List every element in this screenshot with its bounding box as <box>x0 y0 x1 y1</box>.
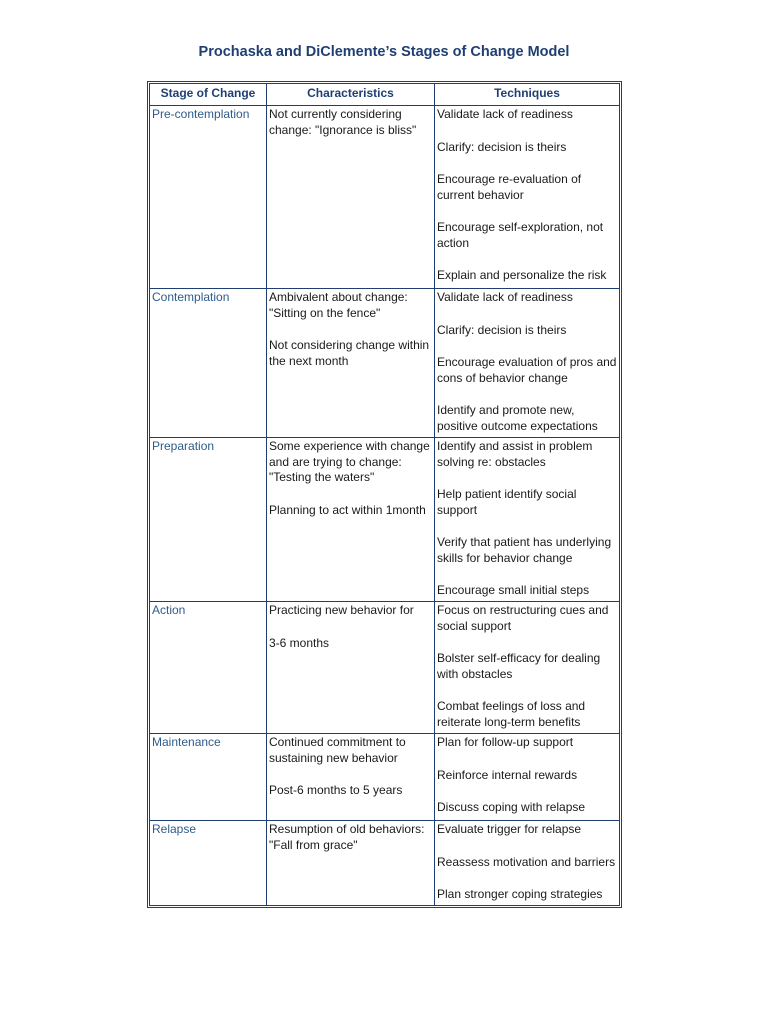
technique-text: Reinforce internal rewards <box>437 767 578 782</box>
table-row <box>150 106 620 289</box>
technique-text: Focus on restructuring cues and social support <box>437 603 609 633</box>
characteristic-text: 3-6 months <box>269 635 330 650</box>
technique-text: Help patient identify social support <box>437 487 577 517</box>
technique-text: Validate lack of readiness <box>437 107 573 121</box>
stage-cell: Contemplation <box>150 289 267 438</box>
table-row <box>150 602 620 734</box>
characteristics-cell <box>267 289 435 438</box>
technique-text: Encourage re-evaluation of current behavior <box>437 172 582 202</box>
characteristic-text: Continued commitment to sustaining new behavior <box>269 735 406 765</box>
characteristic-text: Some experience with change and are trying to change: "Testing the waters" <box>269 439 430 484</box>
characteristic-text: Planning to act within 1month <box>269 502 426 517</box>
table-row <box>150 289 620 438</box>
characteristic-text: Resumption of old behaviors: "Fall from grace" <box>269 822 425 852</box>
header-techniques: Techniques <box>435 84 620 106</box>
technique-text: Identify and assist in problem solving re: obstacles <box>437 439 593 469</box>
technique-text: Encourage evaluation of pros and cons of behavior change <box>437 355 617 385</box>
characteristic-text: Practicing new behavior for <box>269 603 414 617</box>
characteristic-text: Not currently considering change: "Ignorance is bliss" <box>269 107 417 137</box>
stages-table <box>149 83 620 906</box>
technique-text: Plan for follow-up support <box>437 735 574 749</box>
technique-text: Discuss coping with relapse <box>437 800 586 814</box>
technique-text: Plan stronger coping strategies <box>437 887 603 901</box>
techniques-cell <box>435 106 620 289</box>
techniques-cell <box>435 438 620 602</box>
technique-text: Clarify: decision is theirs <box>437 139 567 154</box>
technique-text: Clarify: decision is theirs <box>437 322 567 337</box>
table-row <box>150 734 620 821</box>
document-title: Prochaska and DiClemente’s Stages of Change Model <box>198 44 570 60</box>
table-header-row <box>150 84 620 106</box>
stages-table-frame <box>147 81 622 908</box>
technique-text: Combat feelings of loss and reiterate long-term benefits <box>437 699 586 729</box>
techniques-cell <box>435 602 620 734</box>
table-row <box>150 438 620 602</box>
characteristics-cell <box>267 602 435 734</box>
technique-text: Identify and promote new, positive outcome expectations <box>437 403 598 433</box>
stage-cell: Relapse <box>150 821 267 906</box>
characteristics-cell <box>267 106 435 289</box>
characteristics-cell <box>267 438 435 602</box>
header-stage: Stage of Change <box>150 84 267 106</box>
characteristic-text: Not considering change within the next month <box>269 338 430 368</box>
technique-text: Evaluate trigger for relapse <box>437 822 582 836</box>
technique-text: Encourage small initial steps <box>437 583 590 597</box>
technique-text: Reassess motivation and barriers <box>437 854 616 869</box>
characteristic-text: Ambivalent about change: "Sitting on the fence" <box>269 290 408 320</box>
characteristics-cell <box>267 821 435 906</box>
stage-cell: Preparation <box>150 438 267 602</box>
characteristic-text: Post-6 months to 5 years <box>269 783 403 797</box>
table-row <box>150 821 620 906</box>
header-characteristics: Characteristics <box>267 84 435 106</box>
stage-cell: Maintenance <box>150 734 267 821</box>
technique-text: Bolster self-efficacy for dealing with obstacles <box>437 651 601 681</box>
characteristics-cell <box>267 734 435 821</box>
stage-cell: Pre-contemplation <box>150 106 267 289</box>
technique-text: Explain and personalize the risk <box>437 268 607 282</box>
techniques-cell <box>435 289 620 438</box>
technique-text: Encourage self-exploration, not action <box>437 220 604 250</box>
stage-cell: Action <box>150 602 267 734</box>
techniques-cell <box>435 821 620 906</box>
techniques-cell <box>435 734 620 821</box>
technique-text: Validate lack of readiness <box>437 290 573 304</box>
technique-text: Verify that patient has underlying skills for behavior change <box>437 535 612 565</box>
